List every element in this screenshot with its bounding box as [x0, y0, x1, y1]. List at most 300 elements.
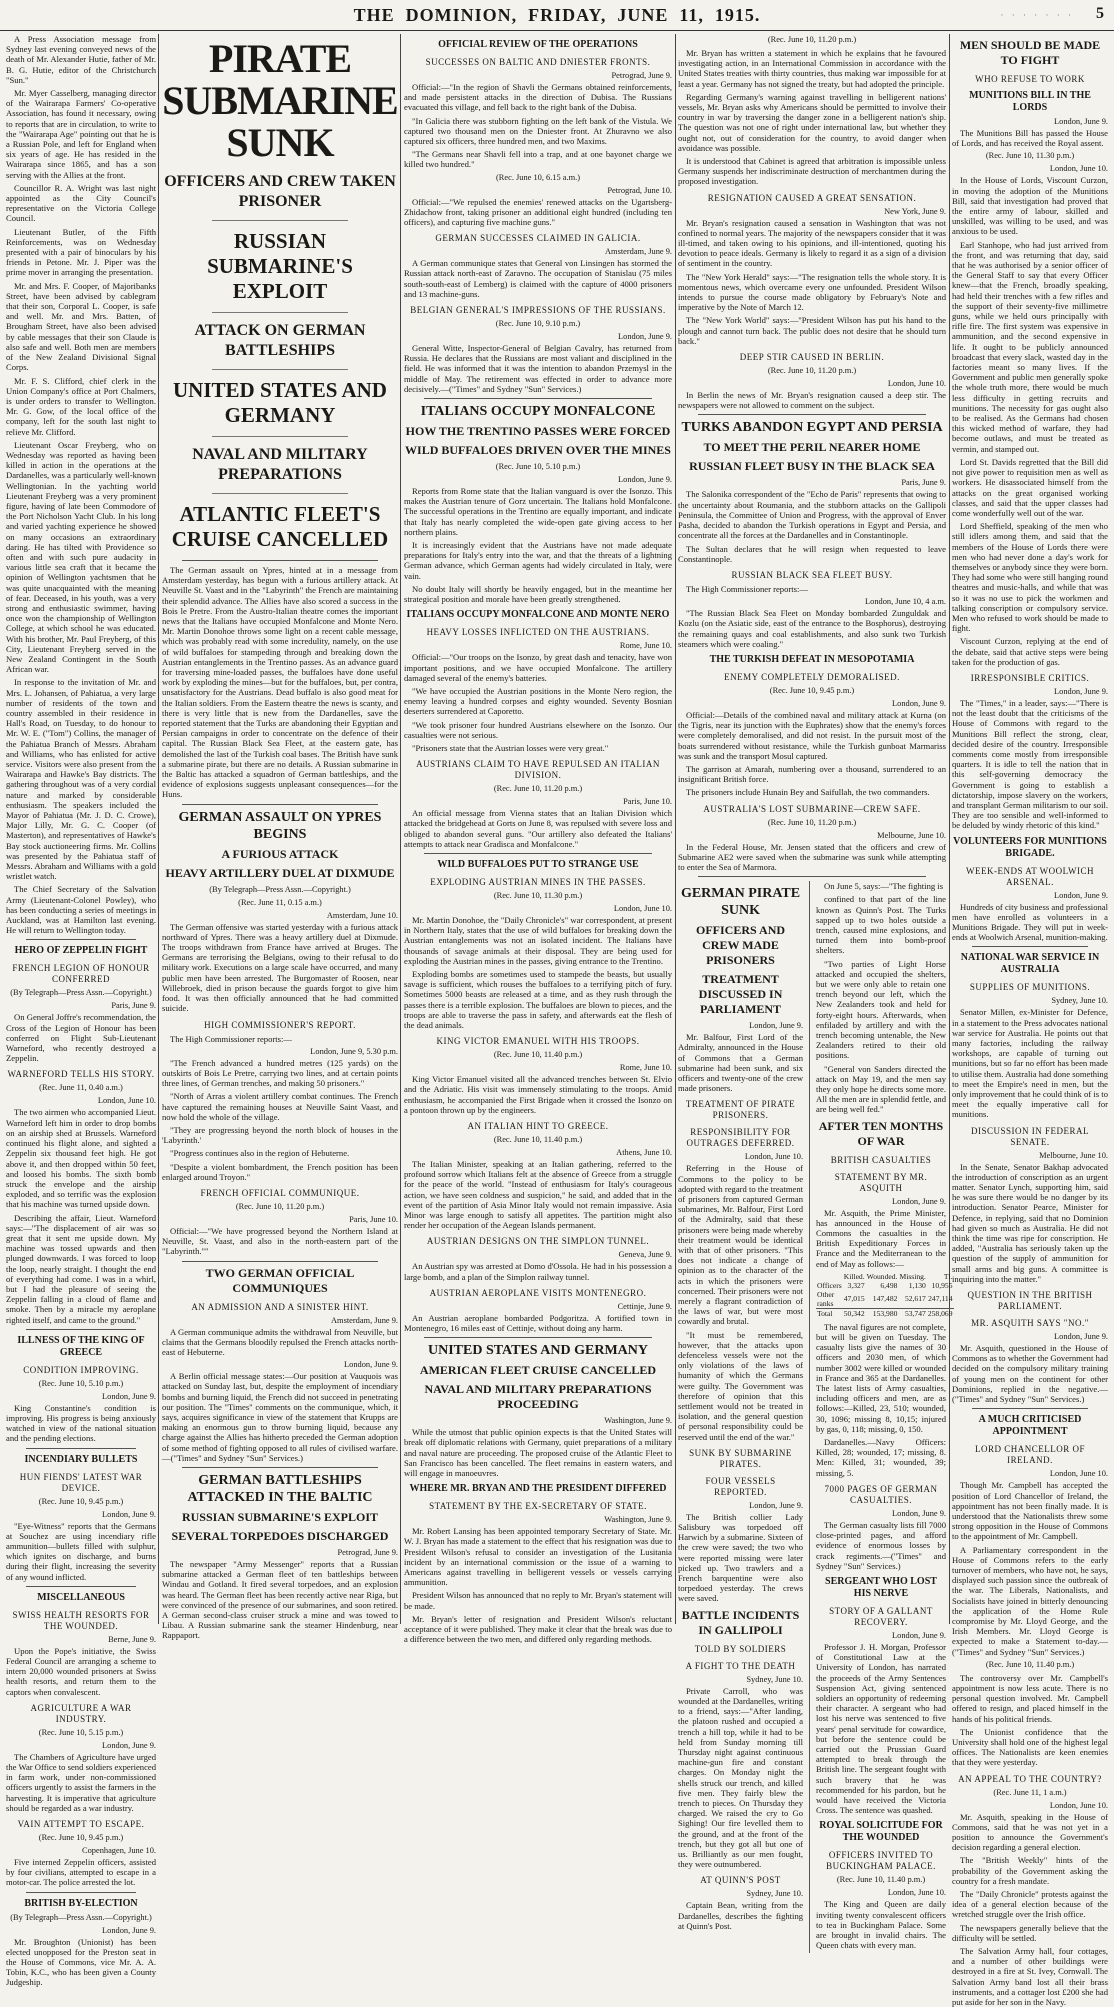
subheadline: OFFICERS INVITED TO BUCKINGHAM PALACE.: [826, 1850, 936, 1872]
received-time: (Rec. June 10, 11.30 p.m.): [985, 151, 1075, 161]
paragraph: confined to that part of the line known as Quinn's Post. The Turks sapped up to two holes outside a trench, caused mine explosions, and turned them into bomb-proof shelters.: [816, 894, 946, 956]
table-cell: Total: [816, 1308, 843, 1318]
dateline: Petrograd, June 9.: [337, 1547, 398, 1557]
received-time: (Rec. June 10, 5.15 p.m.): [38, 1727, 124, 1737]
paragraph: Upon the Pope's initiative, the Swiss Federal Council are arranging a scheme to intern 20,000 wounded prisoners at Swiss health resorts, and return them to the captors when convalescent.: [6, 1645, 156, 1697]
paragraph: Councillor R. A. Wright was last night appointed as the City Council's representative on the Victoria College Council.: [6, 182, 156, 224]
divider: [212, 369, 348, 370]
local-paragraphs: [6, 34, 156, 935]
dateline: London, June 9.: [618, 475, 672, 485]
paragraph: Professor J. H. Morgan, Professor of Constitutional Law at the University of London, has narrated the proceeds of the Army Sentences Suspension Act, giving sentenced soldiers an opportunity of redeeming their character. A sergeant who had lost his nerve was sentenced to five years' penal servitude for cowardice, but before the sentence could be carried out the Prussian Guard attempted to break through the British line. The sergeant fought with such bravery that he was recommended for his pardon, but he would have received the Victoria Cross. The sentence was quashed.: [816, 1641, 946, 1816]
paragraph: On June 5, says:—"The fighting is: [824, 881, 944, 892]
paragraph: In the Senate, Senator Bakhap advocated the introduction of conscription as an urgent matter. Senator Lynch, supporting him, said he was sure there would be no danger by its introduction. Senator Pearce, Minister for Defence, in replying, said that no Dominion had given so much as Australia. He did not think the time was ripe for conscription. He added, "Australia has seriously taken up the question of the supply of ammunition for small arms and big guns. A committee is inquiring into the matter.": [952, 1161, 1108, 1284]
subheadline: RESPONSIBILITY FOR OUTRAGES DEFERRED.: [686, 1127, 795, 1149]
table-header: Missing.: [899, 1271, 926, 1281]
subheadline: AMERICAN FLEET CRUISE CANCELLED: [419, 1363, 657, 1378]
headline: UNITED STATES AND GERMANY: [427, 1343, 648, 1359]
paragraph: Describing the affair, Lieut. Warneford says:—"The displacement of air was so great that it sent me upside down. My machine was tossed upwards and then plunged downwards. I was forced to loop the loop, nearly straight. I thought the end of everything had come. I was in a whirl, but I had the pleasure of seeing the Zeppelin falling in a cloud of flame and smoke. Then by a miracle my aeroplane righted itself, and came to the ground.": [6, 1212, 156, 1325]
subheadline: A FIGHT TO THE DEATH: [685, 1660, 796, 1671]
dateline: Cettinje, June 9.: [617, 1301, 672, 1311]
headline: ITALIANS OCCUPY MONFALCONE: [420, 404, 656, 420]
divider: [26, 1586, 136, 1587]
paragraph: Mr. Asquith, the Prime Minister, has announced in the House of Commons the casualties in the British Expeditionary Forces in France and the Mediterranean to the end of May as follows:—: [816, 1207, 946, 1269]
paragraph: The Sultan declares that he will resign when requested to leave Constantinople.: [678, 543, 946, 564]
headline: WHERE MR. BRYAN AND THE PRESIDENT DIFFERED: [409, 1483, 667, 1495]
received-time: (Rec. June 10, 9.45 p.m.): [38, 1496, 124, 1506]
dateline: London, June 9.: [749, 1021, 804, 1031]
article-bryan: [404, 1483, 672, 1644]
credit-line: (By Telegraph—Press Assn.—Copyright.): [10, 988, 152, 998]
headline: FRENCH OFFICIAL COMMUNIQUE.: [200, 1187, 360, 1198]
headline: 7000 PAGES OF GERMAN CASUALTIES.: [824, 1483, 938, 1505]
received-time: (Rec. June 11, 1 a.m.): [993, 1787, 1067, 1797]
subheadline: CONDITION IMPROVING.: [23, 1364, 139, 1375]
dateline: New York, June 9.: [884, 206, 946, 216]
table-cell: 52,617: [904, 1294, 926, 1304]
article-bryan-continued: [678, 35, 946, 187]
article-appeal: [952, 1774, 1108, 1943]
paragraph: No doubt Italy will shortly be heavily engaged, but in the meantime her strategical position and morale have been greatly strengthened.: [404, 583, 672, 605]
dateline: London, June 9.: [618, 332, 672, 342]
headline: BATTLE INCIDENTS IN GALLIPOLI: [681, 1607, 800, 1637]
paragraph: The King and Queen are daily inviting twenty convalescent officers to tea in Buckingham Palace. Some are brought in invalid chairs. The Queen chats with every man.: [816, 1899, 946, 1951]
dateline: Paris, June 9.: [111, 1001, 156, 1011]
article-berlin: [678, 352, 946, 410]
subcolumn-right: [816, 881, 953, 1953]
divider: [182, 804, 378, 805]
dateline: London, June 10.: [1049, 1800, 1108, 1810]
subheadline: WEEK-ENDS AT WOOLWICH ARSENAL.: [966, 865, 1094, 887]
received-time: (Rec. June 10, 11.40 p.m.): [985, 1659, 1075, 1669]
headline: DISCUSSION IN FEDERAL SENATE.: [970, 1125, 1089, 1147]
paragraph: The Salonika correspondent of the "Echo de Paris" represents that owing to the uncertainty about Roumania, and the stubborn attacks on the Gallipoli Peninsula, the Committee of Union and Progress, with the approval of Enver Pasha, decided to abandon the Turkish operations in Egypt and Persia, and concentrate all the forces at the Dardanelles and in Constantinople.: [678, 489, 946, 541]
headline: THE TURKISH DEFEAT IN MESOPOTAMIA: [709, 653, 915, 665]
divider: [182, 1467, 378, 1468]
article-hc-report: [162, 1020, 398, 1182]
divider: [212, 312, 348, 313]
dateline: Sydney, June 10.: [746, 1889, 804, 1899]
subheadline: FOUR VESSELS REPORTED.: [705, 1475, 776, 1497]
paragraph: Captain Bean, writing from the Dardanelles, describes the fighting at Quinn's Post.: [678, 1900, 804, 1931]
article-byelection: [6, 1898, 156, 1988]
paragraph: A German communique states that General von Linsingen has stormed the Russian attack north-east of Zaravno. The occupation of Stanislau (75 miles south-south-east of Lemberg) is claimed with the capture of 4000 prisoners and 13 machine-guns.: [404, 258, 672, 299]
table-cell: 50,342: [843, 1308, 865, 1318]
dateline: London, June 9.: [102, 1925, 156, 1935]
article-simplon: [404, 1236, 672, 1281]
table-cell: 53,747: [898, 1308, 926, 1318]
divider: [26, 1892, 136, 1893]
paragraph: The German offensive was started yesterday with a furious attack northward of Ypres. There was a heavy artillery duel at Dixmude. The troops withdrawn from France have arrived at Bruges. The Germans are terrorising the Belgians, owing to their refusal to do military work. Executions on a large scale have occurred, and many public men have been arrested. The Burgomaster of Roosen, near Willebroek, died in prison because the guards forgot to give him food. It was then officially announced that he had committed suicide.: [162, 921, 398, 1014]
dateline: London, June 9, 5.30 p.m.: [310, 1046, 398, 1056]
headline: ITALIANS OCCUPY MONFALCONE AND MONTE NERO: [406, 609, 670, 621]
paragraph: Senator Millen, ex-Minister for Defence, in a statement to the Press advocates national war service for Australia. He points out that many factories, including the railway workshops, are capable of turning out munitions, but so far no effort has been made to utilise them. Australia had done something to meet the Empire's need in men, but the only improvement that he could think of is to meet the equally imperative call for munitions.: [952, 1007, 1108, 1120]
paragraph: The "New York Herald" says:—"The resignation tells the whole story. It is momentous news, which overcame every one unfounded. President Wilson intends to pursue the course made obligatory by February's Note and imperative by the Note of March 12.: [678, 271, 946, 313]
column-1: [6, 34, 156, 1988]
paragraph: While the utmost that public opinion expects is that the United States will break off diplomatic relations with Germany, quiet preparations of a military and naval nature are proceeding. The proposed cruise of the Atlantic Fleet to San Francisco has been cancelled. The fleet remains in eastern waters, and will engage in manoeuvres.: [404, 1427, 672, 1479]
subheadline: WILD BUFFALOES DRIVEN OVER THE MINES: [405, 443, 671, 458]
paragraph: Mr. Balfour, First Lord of the Admiralty, announced in the House of Commons that a German submarine had been sunk, and six officers and twenty-one of the crew made prisoners.: [678, 1032, 804, 1094]
paragraph: "Progress continues also in the region of Hebuterne.: [170, 1148, 350, 1159]
paragraph: A Parliamentary correspondent in the House of Commons refers to the early turnover of members, who have not, he says, displayed such passion since the outbreak of the war. The Liberals, Nationalists, and Socialists have joined in bitterly denouncing the application of the Home Rule compromise by Mr. Lloyd George, and the Irish Members. Mr. Lloyd George is expected to make a Statement to-day.—("Times" and Sydney "Sun" Services.): [952, 1544, 1108, 1657]
headline: INCENDIARY BULLETS: [24, 1453, 138, 1465]
headline-deck: UNITED STATES AND GERMANY: [173, 378, 387, 427]
dateline: Sydney, June 10.: [746, 1674, 804, 1684]
headline-deck: ATLANTIC FLEET'S CRUISE CANCELLED: [171, 502, 389, 551]
article-king-victor: [404, 1036, 672, 1115]
table-header: [816, 1272, 843, 1281]
dateline: Geneva, June 9.: [618, 1250, 672, 1260]
received-time: (Rec. June 10, 6.15 a.m.): [496, 172, 580, 182]
article-illness: [6, 1335, 156, 1444]
headline: GERMAN SUCCESSES CLAIMED IN GALICIA.: [435, 233, 641, 244]
paragraph: The Chambers of Agriculture have urged the War Office to send soldiers experienced in farm work, under non-commissioned officers urgently to assist the farmers in the harvesting. It is imperative that agriculture should be regarded as a war industry.: [6, 1751, 156, 1813]
table-cell: 10,955: [931, 1280, 953, 1290]
article-hero: [6, 945, 156, 1063]
headline: DEEP STIR CAUSED IN BERLIN.: [739, 352, 885, 363]
dateline: London, June 10.: [97, 1096, 156, 1106]
credit-line: (By Telegraph—Press Assn.—Copyright.): [10, 1912, 152, 1922]
article-greece-hint: [404, 1121, 672, 1230]
dateline: London, June 10, 4 a.m.: [865, 597, 946, 607]
received-time: (Rec. June 10, 9.45 p.m.): [769, 685, 855, 695]
subheadline: SUPPLIES OF MUNITIONS.: [969, 982, 1091, 993]
table-cell: 47,015: [843, 1294, 865, 1304]
paragraph: In the Federal House, Mr. Jensen stated that the officers and crew of Submarine AE2 were saved when the submarine was sunk while attempting to enter the Sea of Marmora.: [678, 841, 946, 872]
paragraph: Official:—"We repulsed the enemies' renewed attacks on the Ugartsberg-Zhidachow front, taking prisoner an additional eight hundred (including ten officers), and capturing five machine guns.": [404, 196, 672, 228]
dateline: Amsterdam, June 9.: [331, 1315, 398, 1325]
subheadline: FRENCH LEGION OF HONOUR CONFERRED: [12, 963, 150, 985]
subheadline: MR. ASQUITH SAYS "NO.": [971, 1318, 1089, 1329]
subheadline: STATEMENT BY MR. ASQUITH: [834, 1171, 928, 1193]
paragraph: King Victor Emanuel visited all the advanced trenches between St. Elvio and the Adriatic. His visit was immensely stimulating to the troops. Amid enthusiasm, he accompanied the First Brigade when it crossed the Isonzo on a pontoon thrown up by the engineers.: [404, 1074, 672, 1115]
column-2: [162, 34, 398, 1641]
paragraph: Official:—"We have progressed beyond the Northern Island at Neuville, St. Vaast, and also in the north-eastern part of the "Labyrinth."": [162, 1225, 398, 1257]
paragraph: The controversy over Mr. Campbell's appointment is now less acute. There is no personal question involved. Mr. Campbell offered to resign, and placed himself in the hands of his political friends.: [952, 1672, 1108, 1724]
divider: [972, 1408, 1088, 1409]
table-cell: 3,327: [847, 1280, 865, 1290]
paragraph: "We have occupied the Austrian positions in the Monte Nero region, the enemy leaving a hundred corpses and eighty wounded. Seventy Bosnian deserters surrendered at Caporetto.: [404, 685, 672, 717]
headline-deck: RUSSIAN SUBMARINE'S EXPLOIT: [207, 229, 353, 303]
received-time: (Rec. June 10, 11.40 p.m.): [836, 1875, 926, 1885]
subheadline: AT QUINN'S POST: [700, 1875, 781, 1886]
paragraph: Viscount Curzon, replying at the end of the debate, said that active steps were being taken for the production of gas.: [952, 636, 1108, 667]
headline: BELGIAN GENERAL'S IMPRESSIONS OF THE RUSSIANS.: [410, 305, 666, 316]
dateline: London, June 9.: [1054, 686, 1108, 696]
paragraph: Private Carroll, who was wounded at the Dardanelles, writing to a friend, says:—"After landing, the platoon rushed and occupied a trench a hill top, while it had to be held from Sunday morning till Thursday night against continuous machine-gun fire and constant charges. On Monday night the shells struck our trench, and killed five men. They fairly blew the trench to pieces. On Thursday they charged. We raised the cry to Go Sighing! Our fire levelled them to the ground, and at the front of the trench, but they got all but one of us. Brilliantly as our men fought, they were outnumbered.: [678, 1685, 804, 1870]
paragraph: "The Russian Black Sea Fleet on Monday bombarded Zunguldak and Kozlu (on the Asiatic side, east of the entrance to the Bosphorus), destroying the remaining quays and coal establishments, and also sunk two Turkish steamers which were coaling.": [678, 608, 946, 649]
subheadline: TREATMENT DISCUSSED IN PARLIAMENT: [698, 972, 783, 1017]
subheadline: TO MEET THE PERIL NEARER HOME: [703, 440, 921, 455]
paragraph: Lord St. Davids regretted that the Bill did not give power to requisition men as well as workers. He disassociated himself from the attacks on the great organised working classes, and said that the upper classes had come wonderfully well out of the war.: [952, 456, 1108, 518]
paragraph: Referring in the House of Commons to the policy to be adopted with regard to the treatment of prisoners from captured German submarines, Mr. Balfour, First Lord of the Admiralty, said that these prisoners were being made whereby their treatment would be identical with that of other prisoners. "This does not indicate a change of opinion as to the character of the acts in which the prisoners were concerned. Their prisoners were not merely a flagrant contradiction of the laws of war, but were most cowardly and brutal.: [678, 1163, 804, 1327]
subheadline: SEVERAL TORPEDOES DISCHARGED: [171, 1528, 389, 1543]
dateline: London, June 9.: [102, 1391, 156, 1401]
dateline: Amsterdam, June 10.: [326, 910, 398, 920]
divider: [212, 493, 348, 494]
paragraph: Mr. Martin Donohoe, the "Daily Chronicle's" war correspondent, at present in Northern Italy, states that the use of wild buffaloes for breaking down the Austrian entanglements was not an isolated incident. The Italians have thousands of savage animals at their disposal. They are being used for exploding the Austrian mines in the passes, giving entrance to the Trentino.: [404, 914, 672, 966]
paragraph: "The French advanced a hundred metres (125 yards) on the outskirts of Bois Le Pretre, carrying two lines, and at certain points three lines, of German trenches, and making 50 prisoners.": [162, 1057, 398, 1089]
article-turks: [678, 419, 946, 563]
article-ae2: [678, 804, 946, 873]
article-made-to-fight: [952, 38, 1108, 667]
table-cell: 6,498: [880, 1280, 898, 1290]
subheadline: EXPLODING AUSTRIAN MINES IN THE PASSES.: [430, 876, 646, 887]
received-time: (Rec. June 10, 5.10 p.m.): [495, 462, 581, 472]
table-cell: Officers: [817, 1280, 842, 1290]
paragraph: Mr. Bryan has written a statement in which he explains that he favoured investigating action, in an International Commission in accordance with the United States treaties with thirty countries, thus making war impossible for at least a year. Germany has not signed the treaty, but had adopted the principle.: [678, 48, 946, 89]
headline: RUSSIAN BLACK SEA FLEET BUSY.: [731, 569, 893, 580]
paragraph: "It must be remembered, however, that the attacks upon defenceless vessels were not the only violations of the laws of humanity of which the Germans were guilty. The Government was therefore of opinion that this settlement would not be treated in isolation, and the general question of personal responsibility could be reserved until the end of the war.": [678, 1329, 804, 1442]
dateline: London, June 9.: [892, 1196, 946, 1206]
subheadline: LORD CHANCELLOR OF IRELAND.: [974, 1444, 1085, 1466]
split-section: [678, 881, 953, 1953]
table-row: [816, 1281, 954, 1290]
paragraph: "North of Arras a violent artillery combat continues. The French have captured the remaining houses at Neuville Saint Vaast, and now hold the whole of the village.: [162, 1091, 398, 1122]
paragraph: Mr. Bryan's letter of resignation and President Wilson's reluctant acceptance of it were published. They make it clear that the break was due to a difference between the two men, and differed only regarding methods.: [404, 1613, 672, 1645]
masthead-title: THE DOMINION, FRIDAY, JUNE 11, 1915.: [353, 5, 761, 25]
column-rule: [400, 34, 401, 1624]
received-time: (Rec. June 10, 9.45 p.m.): [38, 1833, 124, 1843]
paragraph: Reports from Rome state that the Italian vanguard is over the Isonzo. This makes the Austrian tenure of Gorz uncertain. The Italians hold Monfalcone. The successful operations in the Trentino are equally important, and indicate that Italy has nearly completed the wide-open gate giving access to her northern plains.: [404, 486, 672, 537]
received-time: (Rec. June 10, 5.10 p.m.): [38, 1378, 124, 1388]
subheadline: VAIN ATTEMPT TO ESCAPE.: [17, 1819, 145, 1830]
subheadline: RUSSIAN FLEET BUSY IN THE BLACK SEA: [689, 459, 935, 474]
subheadline: BRITISH CASUALTIES: [830, 1154, 932, 1165]
table-cell: 153,980: [866, 1308, 899, 1318]
subheadline: ENEMY COMPLETELY DEMORALISED.: [724, 671, 900, 682]
article-baltic: [162, 1472, 398, 1641]
divider: [26, 1329, 136, 1330]
subheadline: HEAVY ARTILLERY DUEL AT DIXMUDE: [165, 865, 395, 880]
paragraph: A Press Association message from Sydney last evening conveyed news of the death of Mr. Alexander Hutie, father of Mr. B. G. Hutie, editor of the Christchurch "Sun.": [6, 34, 156, 85]
paragraph: Official:—Details of the combined naval and military attack at Kurna (on the Tigris, near its junction with the Euphrates) show that the enemy's forces were completely demoralised, and did not resist. In the pursuit most of the boats surrendered without resistance, while the Turkish gunboat Marmariss was sunk and the transport Mosul captured.: [678, 709, 946, 761]
paragraph: "They are progressing beyond the north block of houses in the 'Labyrinth.': [162, 1124, 398, 1146]
paragraph: Five interned Zeppelin officers, assisted by four civilians, attempted to escape in a motor-car. The police arrested the lot.: [6, 1857, 156, 1888]
paragraph: The British collier Lady Salisbury was torpedoed off Harwich by a submarine. Sixteen of the crew were saved; the two who were reported missing were later picked up. Two trawlers and a French barquentine were also torpedoed yesterday. The crews were saved.: [678, 1511, 804, 1604]
paragraph: It is understood that Cabinet is agreed that arbitration is impossible unless Germany suspends her indiscriminate destruction of merchantmen during the proposed investigation.: [678, 156, 946, 187]
column-rule: [675, 34, 676, 1624]
article-senate: [952, 1126, 1108, 1284]
received-time: (Rec. June 10, 11.20 p.m.): [235, 1201, 325, 1211]
headline-deck: NAVAL AND MILITARY PREPARATIONS: [192, 446, 368, 483]
paragraph: Lieutenant Oscar Freyberg, who on Wednesday was reported as having been killed in action in the operations at the Dardanelles, was a particularly well-known Wellingtonian. In the yachting world Lieutenant Freyberg was a very prominent figure, having of late been Commodore of the Port Nicholson Yacht Club. In his long and varied yachting experience he showed on many occasions an extraordinary daring. He has tilted with Providence so often and with such pure audacity in various little sea craft that it became the opinion of Wellington yachtsmen that he was quite unacquainted with the meaning of fear. Deceased, in his youth, was a very strong and enthusiastic swimmer, having once won the championship of Wellington College, at which school he was educated. With his brother, Mr. Paul Freyberg, of this City, Lieutenant Freyberg served in the New Zealand Contingent in the South African war.: [6, 439, 156, 675]
article-australia: [952, 952, 1108, 1119]
paragraph: Regarding Germany's warning against travelling in belligerent nations' vessels, Mr. Bryan asks why Americans should be permitted to involve their country in war by traversing the danger zone in a belligerent nation's ship. The question was not one of right under international law, but whether they ought not, out of consideration for the country, to avoid danger when avoidance was possible.: [678, 91, 946, 153]
dateline: London, June 10.: [613, 903, 672, 913]
front-headline-stack: [162, 38, 398, 552]
paragraph: The Salvation Army hall, four cottages, and a number of other buildings were destroyed in a fire at St. Ivey, Cornwall. The Salvation Army band lost all their brass instruments, and a cottager lost £200 she had put aside for her son in the Navy.: [952, 1946, 1108, 2007]
subheadline: TOLD BY SOLDIERS: [694, 1643, 787, 1654]
subheadline: WHO REFUSE TO WORK: [975, 74, 1085, 84]
headline: MISCELLANEOUS: [37, 1591, 125, 1603]
article-two-german: [162, 1266, 398, 1463]
subcolumn-left: [678, 881, 803, 1953]
dateline: Amsterdam, June 9.: [605, 247, 672, 257]
headline: AUSTRALIA'S LOST SUBMARINE—CREW SAFE.: [703, 803, 921, 814]
headline: AUSTRIANS CLAIM TO HAVE REPULSED AN ITALIAN DIVISION.: [416, 759, 660, 781]
dateline: London, June 9.: [1054, 890, 1108, 900]
divider: [212, 220, 348, 221]
headline: AN APPEAL TO THE COUNTRY?: [958, 1773, 1102, 1784]
subheadline: STORY OF A GALLANT RECOVERY.: [829, 1605, 933, 1627]
subheadline: SWISS HEALTH RESORTS FOR THE WOUNDED.: [12, 1609, 150, 1631]
table-header: Killed.: [843, 1271, 865, 1281]
paragraph: Mr. Myer Casselberg, managing director of the Wairarapa Farmers' Co-operative Association, has found it necessary, owing to reports that are in circulation, to write to the "Wairarapa Age" pointing out that he is a Russian Pole, and left for England when six years of age. He has resided in the Wairarapa since 1865, and has a son serving with the Allies at the front.: [6, 88, 156, 180]
dateline: London, June 10.: [744, 1152, 804, 1162]
table-header: Wounded.: [866, 1271, 898, 1281]
paragraph: General Witte, Inspector-General of Belgian Cavalry, has returned from Russia. He declares that the Russians are most valiant and disciplined in the field. He was informed that it was the intention to abandon Przemysl in the middle of May. The retirement was effected in order to advance more decisively.—("Times" and Sydney "Sun" Services.): [404, 343, 672, 394]
paragraph: An Austrian aeroplane bombarded Podgoritza. A fortified town in Montenegro, 16 miles east of Cettinje, without doing any harm.: [404, 1312, 672, 1334]
subheadline: AN ADMISSION AND A SINISTER HINT.: [191, 1301, 369, 1312]
headline: OFFICIAL REVIEW OF THE OPERATIONS: [438, 39, 638, 50]
paragraph: "General von Sanders directed the attack on May 19, and the men say they only hope he directs some more. All the men are in splendid fettle, and are being well fed.": [816, 1063, 946, 1115]
headline: WILD BUFFALOES PUT TO STRANGE USE: [437, 858, 639, 870]
paragraph: In Berlin the news of Mr. Bryan's resignation caused a deep stir. The newspapers were not allowed to comment on the subject.: [678, 390, 946, 411]
received-time: (Rec. June 11, 0.15 a.m.): [238, 897, 322, 907]
table-cell: 247,114: [928, 1294, 953, 1304]
dateline: London, June 10.: [1049, 164, 1108, 174]
dateline: Washington, June 9.: [604, 1416, 672, 1426]
paragraph: It is increasingly evident that the Austrians have not made adequate preparations for Italy's entry into the war, and that the threats of a lightning German advance, which German agents had widely circulated in Italy, were vain.: [404, 540, 672, 581]
article-criticised-appointment: [952, 1414, 1108, 1767]
article-ypres: [162, 809, 398, 1014]
article-volunteers: [952, 836, 1108, 943]
paragraph: Mr. Asquith, questioned in the House of Commons as to whether the Government had decided on the compulsory military training of young men on the continent for other Dominions, replied in the negative.—("Times" and Sydney "Sun" Services.): [952, 1343, 1108, 1405]
paragraph: In the House of Lords, Viscount Curzon, in moving the adoption of the Munitions Bill, said that investigation had proved that the entire army of labour, skilled and unskilled, was willing to be used, and was anxious to be used.: [952, 175, 1108, 237]
paragraph: The Munitions Bill has passed the House of Lords, and has received the Royal assent.: [952, 128, 1108, 149]
article-monte-nero: [404, 609, 672, 753]
summary-paragraph: The German assault on Ypres, hinted at in a message from Amsterdam yesterday, has begun with a furious artillery attack. At Neuville St. Vaast and in the "Labyrinth" the French are maintaining their splendid advance. The Allies have also scored a success in the Bois le Pretre. From the Austro-Italian theatre comes the important news that the Italians have occupied Monfalcone and Monte Nero. Mr. Martin Donohoe throws some light on a recent cable message, which was probably read with some incredulity, namely, on the use of wild buffaloes for stampeding through and breaking down the Austrian entanglements in the Trentino passes. As an advance guard for traversing mine-loaded passes, the buffaloes have done useful work by exploding the mines—but for the buffaloes, but, per contra, unsatisfactory for the Austrians. Dead buffalo is also good meat for the Italian soldiers. From the Eastern theatre the news is scanty, and there is very little that is new from the Dardanelles, save the reported statement that the Turks are abandoning their Egyptian and Persian campaigns in order to concentrate on the defence of their capital. The Russian Black Sea Fleet, at the eastern gate, has demolished the last of the Turkish coal bases. The British have sunk a submarine pirate, but there are no details. A Russian submarine in the Baltic has attacked a squadron of German battleships, and the evidence of explosions suggests unpleasant consequences—for the Huns.: [162, 565, 398, 800]
article-resignation: [678, 193, 946, 346]
headline: MEN SHOULD BE MADE TO FIGHT: [959, 38, 1101, 67]
paragraph: Though Mr. Campbell has accepted the position of Lord Chancellor of Ireland, the appointment has not been finally made. It is understood that the Nationalists threw some strong opposition in the House of Commons to the appointment of Mr. Campbell.: [952, 1480, 1108, 1542]
page-number: 5: [1096, 5, 1104, 22]
divider: [698, 414, 926, 415]
dateline: London, June 10.: [887, 379, 946, 389]
headline: ROYAL SOLICITUDE FOR THE WOUNDED: [819, 1820, 943, 1844]
dateline: London, June 10.: [1049, 1469, 1108, 1479]
divider: [424, 398, 652, 399]
table-total-row: [816, 1308, 954, 1318]
headline: RESIGNATION CAUSED A GREAT SENSATION.: [707, 192, 917, 203]
dateline: Athens, June 10.: [616, 1147, 672, 1157]
subheadline: OFFICERS AND CREW MADE PRISONERS: [696, 923, 786, 968]
paragraph: On General Joffre's recommendation, the Cross of the Legion of Honour has been conferred on Flight Sub-Lieutenant Warneford, who recently destroyed a Zeppelin.: [6, 1012, 156, 1064]
paragraph: The German casualty lists fill 7000 close-printed pages, and afford evidence of enormous losses by crack regiments.—("Times" and Sydney "Sun" Services.): [816, 1519, 946, 1571]
paragraph: An official message from Vienna states that an Italian Division which attacked the bridgehead at Gorts on June 8, was repulsed with severe loss and obliged to abandon several guns. "Our artillery also defeated the Italians' attempts to attack near Gradisca and Monfalcone.": [404, 808, 672, 849]
paragraph: Earl Stanhope, who had just arrived from the front, and was returning that day, said that he was authorised by a senior officer of the General Staff to say that every Officer knew—that the French, broadly speaking, had held their trenches with a few rifles and the support of their seventy-five millimetre guns, while we held ours principally with rifle fire. The first system was expensive in ammunition, and the second expensive in life. It ought to be publicly announced broadcast that every slack, wasted day in the factories meant so many lives. If the Government and public men generally spoke the whole truth more, there would be much less difficulty in getting recruits and munitions. The necessity for gas ought also to be realised. As the Germans had chosen this wicked method of warfare, they had become outlaws, and must be treated as vermin, and stamped out.: [952, 239, 1108, 454]
article-usa-germany: [404, 1342, 672, 1478]
headline: HERO OF ZEPPELIN FIGHT: [14, 945, 148, 957]
headline: QUESTION IN THE BRITISH PARLIAMENT.: [967, 1290, 1093, 1312]
paragraph: The naval figures are not complete, but will be given on Tuesday. The casualty lists give the names of 30 officers and 2030 men, of which number 3002 were killed or wounded in France and 365 at the Dardanelles. The latest lists of Army casualties, including officers and men, are as follows:—Killed, 23, 510; wounded, 30, 1096; missing 8, 10,15; injured by gas, 0, 118; missing, 0, 150.: [816, 1321, 946, 1434]
article-buffaloes: [404, 859, 672, 1030]
paragraph: Mr. F. S. Clifford, chief clerk in the Union Company's office at Port Chalmers, is under orders to transfer to Wellington. Mr. G. Gow, of the local office of the company, left for the south last night to relieve Mr. Clifford.: [6, 375, 156, 437]
table-cell: Other ranks: [817, 1289, 835, 1308]
paragraph: The "Times," in a leader, says:—"There is not the least doubt that the criticisms of the House of Commons with regard to the Munitions Bill reflect the strong, clear, decided desire of the country. Irresponsible comments come mostly from irresponsible quarters. It is idle to tell the nation that in this self-governing democracy the Government is going to establish a dictatorship, impose slavery on the workers, and transplant German militarism to our soil. They are too sensible and well-informed to be deluded by windy rhetoric of this kind.": [952, 697, 1108, 831]
paragraph: The newspaper "Army Messenger" reports that a Russian submarine attacked a German fleet of ten battleships between Windau and Gotland. It fired several torpedoes, and an explosion was heard. The German fleet has been recently active near Riga, but were convinced of the presence of our submarines, and soon retired. A German second-class cruiser struck a mine and was towed to Libau. A Russian submarine sank the steamer Hindenburg, near Rappaport.: [162, 1558, 398, 1641]
table-row: [816, 1290, 954, 1309]
paragraph: Hundreds of city business and professional men have enrolled as volunteers in a Munitions Brigade. They will put in week-ends at Woolwich Arsenal, munition-making.: [952, 901, 1108, 943]
paragraph: The "British Weekly" hints of the probability of the Government asking the country for a fresh mandate.: [952, 1855, 1108, 1886]
received-time: (Rec. June 10, 11.30 p.m.): [493, 890, 583, 900]
headline: SUNK BY SUBMARINE PIRATES.: [689, 1447, 792, 1469]
dateline: Petrograd, June 10.: [607, 185, 672, 195]
paragraph: "We took prisoner four hundred Austrians elsewhere on the Isonzo. Our casualties were not serious.: [404, 719, 672, 740]
article-french-communique: [162, 1188, 398, 1257]
table-cell: 147,482: [872, 1294, 898, 1304]
headline: ILLNESS OF THE KING OF GREECE: [17, 1334, 145, 1358]
headline: VOLUNTEERS FOR MUNITIONS BRIGADE.: [953, 835, 1107, 859]
dateline: London, June 9.: [892, 1630, 946, 1640]
paragraph: The Italian Minister, speaking at an Italian gathering, referred to the profound sorrow which Italians felt at the absence of Greece from a struggle for the peace of the world. "Instead of enthusiasm for Italy's courageous action, we have seen coldness and suspicion," he said, and added that in the event of the partition of Asia Minor Italy would not remain impassive. Asia Minor was large enough to satisfy all appetites. The partition might also render her occupation of the Aegean Islands permanent.: [404, 1158, 672, 1231]
received-time: (Rec. June 10, 11.40 p.m.): [493, 1050, 583, 1060]
divider: [212, 436, 348, 437]
dateline: London, June 10.: [887, 1888, 946, 1898]
paragraph: In response to the invitation of Mr. and Mrs. L. Johansen, of Pahiatua, a very large number of residents of the town and country assembled in their residence in Hall's Road, on Tuesday, to do honour to Mr. W. E. ("Tom") Collins, the manager of the Pahiatua Branch of Messrs. Abraham and Williams, who has enlisted for active service. Visitors were also present from the Wairarapa and Hawke's Bay districts. The gathering throughout was of a very cordial nature and marked by considerable enthusiasm. The speakers included the Mayor of Pahiatua (Mr. J. D. C. Crowe), Major Lilly, Mr. G. C. Cooper (of Masterton), and representatives of Hawke's Bay stock auctioneering firms. Mr. Collins was presented by the Pahiatua staff of Messrs. Abraham and Williams with a gold wristlet watch.: [6, 677, 156, 882]
headline: GERMAN ASSAULT ON YPRES BEGINS: [178, 809, 382, 842]
article-mesopotamia: [678, 654, 946, 798]
divider: [424, 853, 652, 854]
credit-line: (By Telegraph—Press Assn.—Copyright.): [209, 884, 351, 894]
dateline: Paris, June 10.: [349, 1214, 398, 1224]
paragraph: President Wilson has announced that no reply to Mr. Bryan's statement will be made.: [404, 1590, 672, 1611]
article-monfalcone: [404, 403, 672, 604]
paragraph: An Austrian spy was arrested at Domo d'Ossola. He had in his possession a large bomb, and a plan of the Simplon railway tunnel.: [404, 1261, 672, 1282]
paragraph: "The Germans near Shavli fell into a trap, and at one bayonet charge we killed two hundred.": [404, 149, 672, 170]
paragraph: King Constantine's condition is improving. His progress is being anxiously watched in view of the national situation and the pending elections.: [6, 1402, 156, 1444]
paragraph: "Despite a violent bombardment, the French position has been enlarged around Troyon.": [162, 1161, 398, 1182]
subheadline: TREATMENT OF PIRATE PRISONERS.: [685, 1099, 796, 1121]
article-warneford: [6, 1069, 156, 1324]
article-misc: [6, 1592, 156, 1888]
dateline: London, June 9.: [102, 1740, 156, 1750]
subheadline: RUSSIAN SUBMARINE'S EXPLOIT: [181, 1509, 379, 1524]
paragraph: "Prisoners state that the Austrian losses were very great.": [412, 742, 609, 753]
main-headline: PIRATE SUBMARINE SUNK: [162, 36, 398, 165]
divider: [182, 560, 378, 561]
subheadline: SUCCESSES ON BALTIC AND DNIESTER FRONTS.: [425, 57, 651, 67]
paragraph: Mr. Bryan's resignation caused a sensation in Washington that was not confined to normal years. The majority of the newspapers consider that it was ill-timed, and taken owing to his opinions, and ill-intentioned, quoting his devotion to peace ideals. Germany is likely to regard it as a sign of a division of sentiment in the country.: [678, 217, 946, 269]
paragraph: The High Commissioner reports:—: [170, 1033, 292, 1044]
paragraph: A German communique admits the withdrawal from Neuville, but claims that the Germans bloodily repulsed the French attacks north-east of Hebuterne.: [162, 1326, 398, 1357]
subheadline: A FURIOUS ATTACK: [221, 846, 339, 861]
article-question: [952, 1290, 1108, 1404]
masthead-ornament: · · · · · · ·: [1000, 10, 1074, 20]
received-time: (Rec. June 10, 11.40 p.m.): [493, 1134, 583, 1144]
headline: IRRESPONSIBLE CRITICS.: [970, 672, 1090, 683]
dateline: Melbourne, June 10.: [1039, 1150, 1108, 1160]
paragraph: The Chief Secretary of the Salvation Army (Lieutenant-Colonel Powley), who has been conducting a series of meetings in Auckland, was at Hamilton last evening. He will return to Wellington today.: [6, 884, 156, 936]
received-time: (Rec. June 10, 11.20 p.m.): [767, 366, 857, 376]
article-critics: [952, 673, 1108, 831]
paragraph: Mr. Broughton (Unionist) has been elected unopposed for the Preston seat in the House of Commons, vice Mr. A. A. Tobin, K.C., who has been given a County Judgeship.: [6, 1936, 156, 1988]
paragraph: Official:—"Our troops on the Isonzo, by great dash and tenacity, have won important positions, and we have occupied Monfalcone. The artillery damaged several of the enemy's batteries.: [404, 652, 672, 683]
headline-deck: ATTACK ON GERMAN BATTLESHIPS: [194, 322, 366, 359]
dateline: Paris, June 10.: [623, 797, 672, 807]
column-5: [952, 34, 1108, 2007]
paragraph: The Unionist confidence that the University shall hold one of the highest legal offices. The Nationalists are keen enemies that they were yesterday.: [952, 1726, 1108, 1768]
headline: WARNEFORD TELLS HIS STORY.: [7, 1069, 155, 1080]
headline: AUSTRIAN DESIGNS ON THE SIMPLON TUNNEL.: [426, 1236, 650, 1247]
table-cell: 1,130: [908, 1280, 926, 1290]
dateline: Berne, June 9.: [108, 1634, 156, 1644]
dateline: London, June 9.: [749, 1500, 804, 1510]
divider: [972, 946, 1088, 947]
paragraph: Dardanelles.—Navy Officers: Killed, 28; wounded, 17; missing, 8. Men: Killed, 31; wounded, 39; missing, 5.: [816, 1437, 946, 1478]
article-german-successes: [404, 233, 672, 299]
headline: TWO GERMAN OFFICIAL COMMUNIQUES: [205, 1265, 355, 1295]
